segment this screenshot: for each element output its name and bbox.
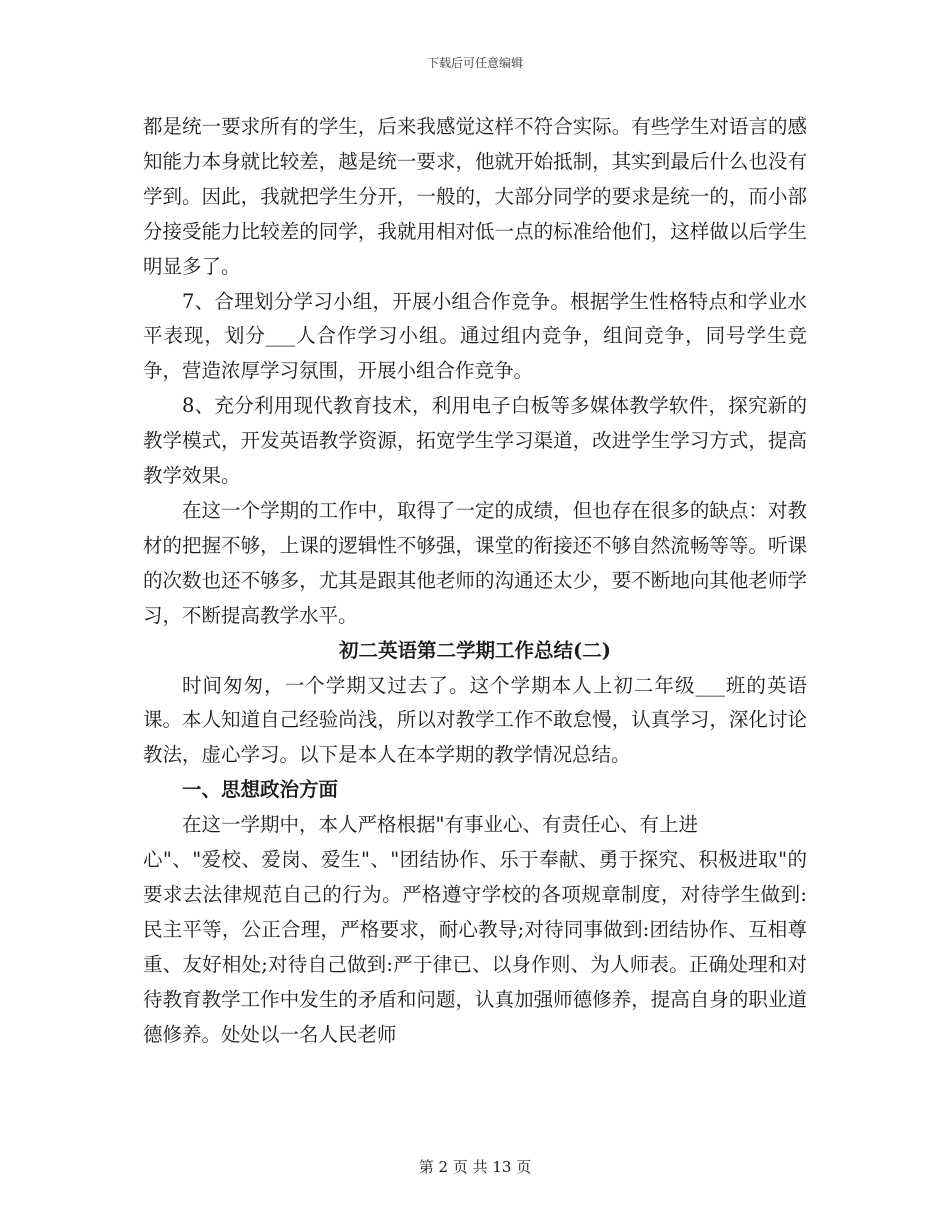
paragraph-conclusion: 在这一个学期的工作中，取得了一定的成绩，但也存在很多的缺点：对教材的把握不够，上课的逻辑性不够强，课堂的衔接还不够自然流畅等等。听课的次数也还不够多，尤其是跟其他老师的沟通还太少，要不断地向其他老师学习，不断提高教学水平。: [143, 498, 807, 627]
paragraph-politics-line1: 在这一学期中，本人严格根据"有事业心、有责任心、有上进: [182, 813, 698, 837]
paragraph-intro: 时间匆匆，一个学期又过去了。这个学期本人上初二年级___班的英语课。本人知道自己经验尚浅，所以对教学工作不敢怠慢，认真学习，深化讨论教法，虚心学习。以下是本人在本学期的教学情况总结。: [143, 673, 807, 767]
paragraph-1: 都是统一要求所有的学生，后来我感觉这样不符合实际。有些学生对语言的感知能力本身就比较差，越是统一要求，他就开始抵制，其实到最后什么也没有学到。因此，我就把学生分开，一般的，大部分同学的要求是统一的，而小部分接受能力比较差的同学，我就用相对低一点的标准给他们，这样做以后学生明显多了。: [143, 115, 807, 278]
document-body: [143, 110, 807, 1052]
page-header-note: 下载后可任意编辑: [426, 56, 523, 70]
page-footer-number: 第 2 页 共 13 页: [418, 1158, 532, 1176]
paragraph-item-7: 7、合理划分学习小组，开展小组合作竞争。根据学生性格特点和学业水平表现，划分___人合作学习小组。通过组内竞争，组间竞争，同号学生竞争，营造浓厚学习氛围，开展小组合作竞争。: [143, 289, 807, 383]
section-heading-1: 一、思想政治方面: [182, 778, 339, 802]
section-title: 初二英语第二学期工作总结(二): [339, 638, 611, 662]
paragraph-politics-rest: 心"、"爱校、爱岗、爱生"、"团结协作、乐于奉献、勇于探究、积极进取"的要求去法律规范自己的行为。严格遵守学校的各项规章制度，对待学生做到:民主平等，公正合理，严格要求，耐心教导;对待同事做到:团结协作、互相尊重、友好相处;对待自己做到:严于律已、以身作则、为人师表。正确处理和对待教育教学工作中发生的矛盾和问题，认真加强师德修养，提高自身的职业道德修养。处处以一名人民老师: [143, 848, 807, 1046]
paragraph-item-8: 8、充分利用现代教育技术，利用电子白板等多媒体教学软件，探究新的教学模式，开发英语教学资源，拓宽学生学习渠道，改进学生学习方式，提高教学效果。: [143, 394, 807, 488]
